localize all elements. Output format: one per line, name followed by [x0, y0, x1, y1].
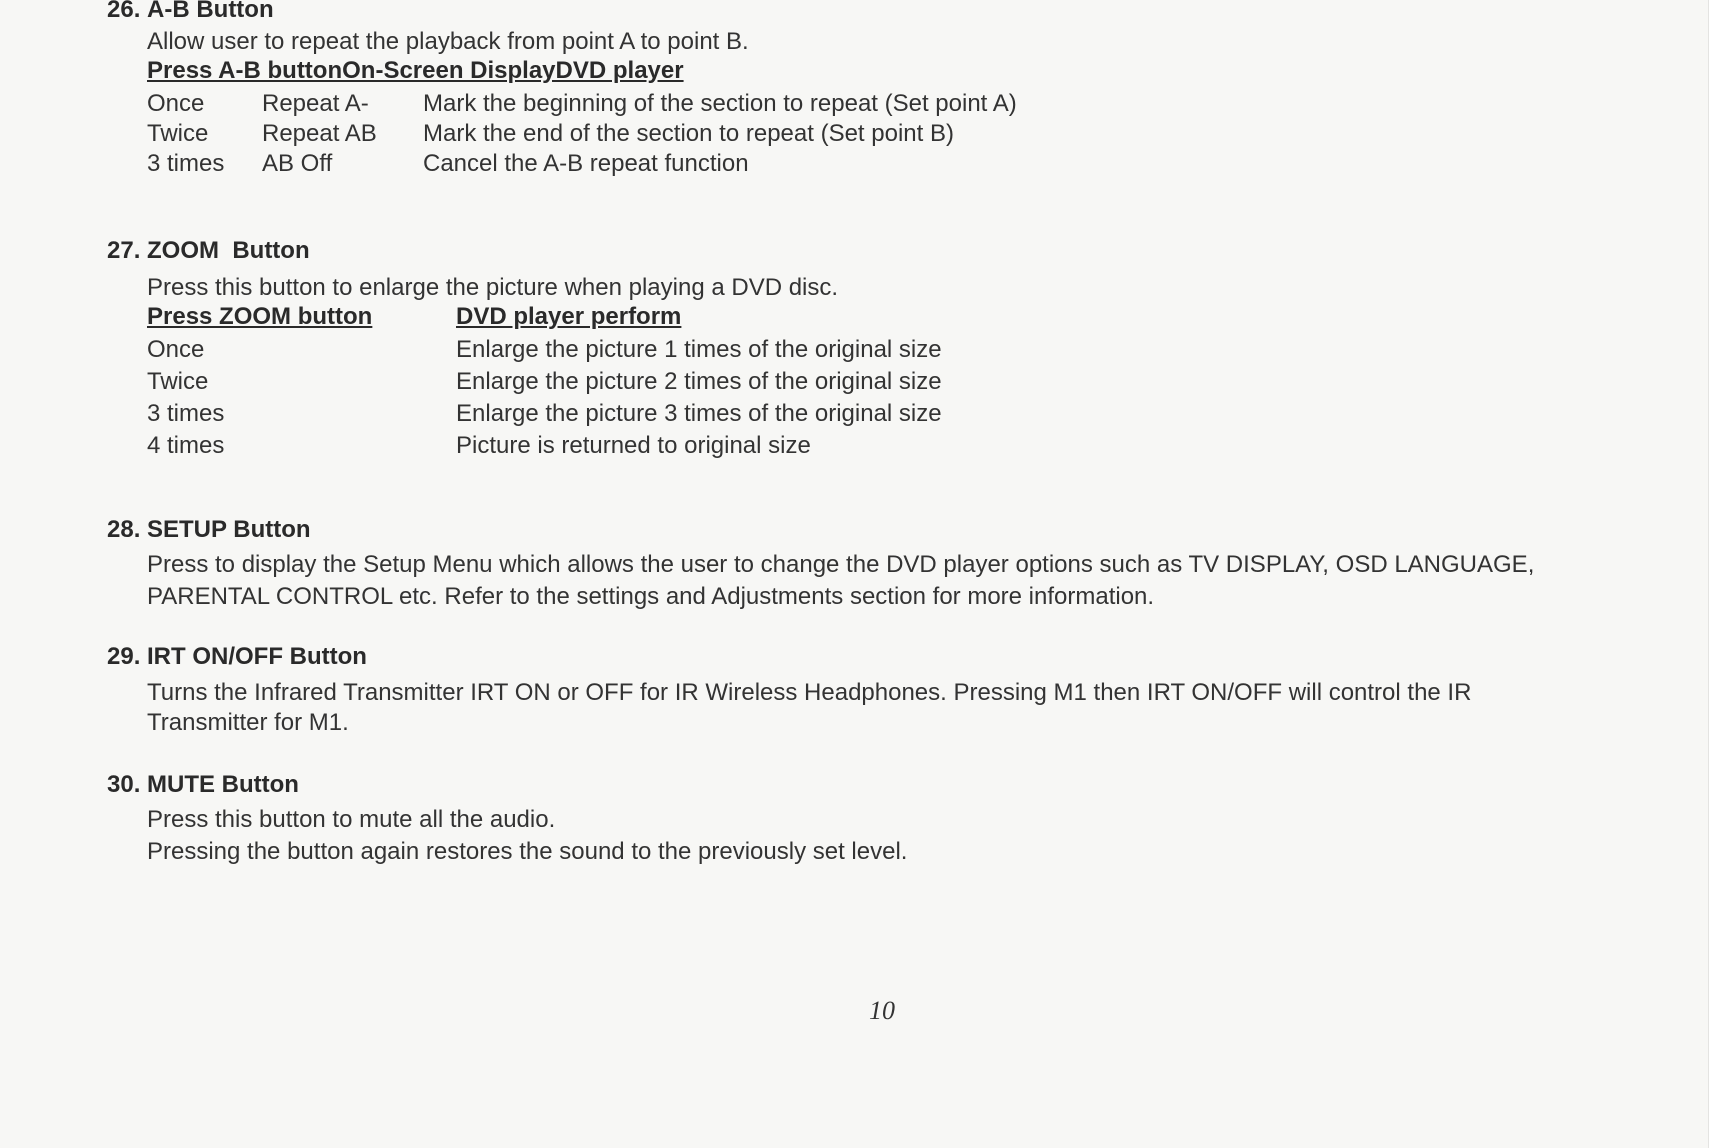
section-number: 29. [107, 643, 141, 670]
section-title: ZOOM Button [147, 237, 310, 264]
ab-row-3-action: Cancel the A-B repeat function [423, 150, 749, 177]
section-30-text-line-2: Pressing the button again restores the sound to the previously set level. [147, 838, 908, 865]
ab-row-2-action: Mark the end of the section to repeat (Set point B) [423, 120, 954, 147]
ab-row-2-press: Twice [147, 120, 209, 147]
section-number: 30. [107, 771, 141, 798]
zoom-row-3-action: Enlarge the picture 3 times of the original size [456, 400, 942, 427]
section-number: 27. [107, 237, 141, 264]
zoom-row-1-press: Once [147, 336, 205, 363]
section-title: A-B Button [147, 0, 274, 23]
section-28-text-line-2: PARENTAL CONTROL etc. Refer to the settings and Adjustments section for more information. [147, 583, 1155, 610]
section-title: MUTE Button [147, 771, 299, 798]
section-26-heading [107, 0, 274, 24]
ab-table-header: Press A-B buttonOn-Screen DisplayDVD player [147, 57, 684, 84]
zoom-row-4-press: 4 times [147, 432, 225, 459]
zoom-row-2-action: Enlarge the picture 2 times of the original size [456, 368, 942, 395]
zoom-table-header-perform: DVD player perform [456, 303, 682, 330]
section-29-heading [107, 643, 367, 671]
section-number: 26. [107, 0, 141, 23]
section-number: 28. [107, 516, 141, 543]
section-title: SETUP Button [147, 516, 311, 543]
zoom-row-1-action: Enlarge the picture 1 times of the original size [456, 336, 942, 363]
section-28-heading [107, 516, 311, 544]
section-27-heading [107, 237, 310, 265]
ab-row-2-osd: Repeat AB [262, 120, 377, 147]
section-26-description: Allow user to repeat the playback from point A to point B. [147, 28, 749, 55]
zoom-row-3-press: 3 times [147, 400, 225, 427]
section-title: IRT ON/OFF Button [147, 643, 367, 670]
ab-row-1-action: Mark the beginning of the section to repeat (Set point A) [423, 90, 1017, 117]
zoom-row-2-press: Twice [147, 368, 209, 395]
ab-row-3-press: 3 times [147, 150, 225, 177]
ab-row-1-osd: Repeat A- [262, 90, 369, 117]
section-29-text-line-2: Transmitter for M1. [147, 709, 349, 736]
section-28-text-line-1: Press to display the Setup Menu which allows the user to change the DVD player options such as TV DISPLAY, OSD LANGUAGE, [147, 551, 1535, 578]
section-27-description: Press this button to enlarge the picture when playing a DVD disc. [147, 274, 839, 301]
section-30-heading [107, 771, 299, 799]
section-29-text-line-1: Turns the Infrared Transmitter IRT ON or OFF for IR Wireless Headphones. Pressing M1 then IRT ON/OFF will control the IR [147, 679, 1472, 706]
page-number: 10 [869, 996, 895, 1025]
zoom-row-4-action: Picture is returned to original size [456, 432, 811, 459]
ab-row-1-press: Once [147, 90, 205, 117]
zoom-table-header-press: Press ZOOM button [147, 303, 373, 330]
section-30-text-line-1: Press this button to mute all the audio. [147, 806, 556, 833]
ab-row-3-osd: AB Off [262, 150, 333, 177]
